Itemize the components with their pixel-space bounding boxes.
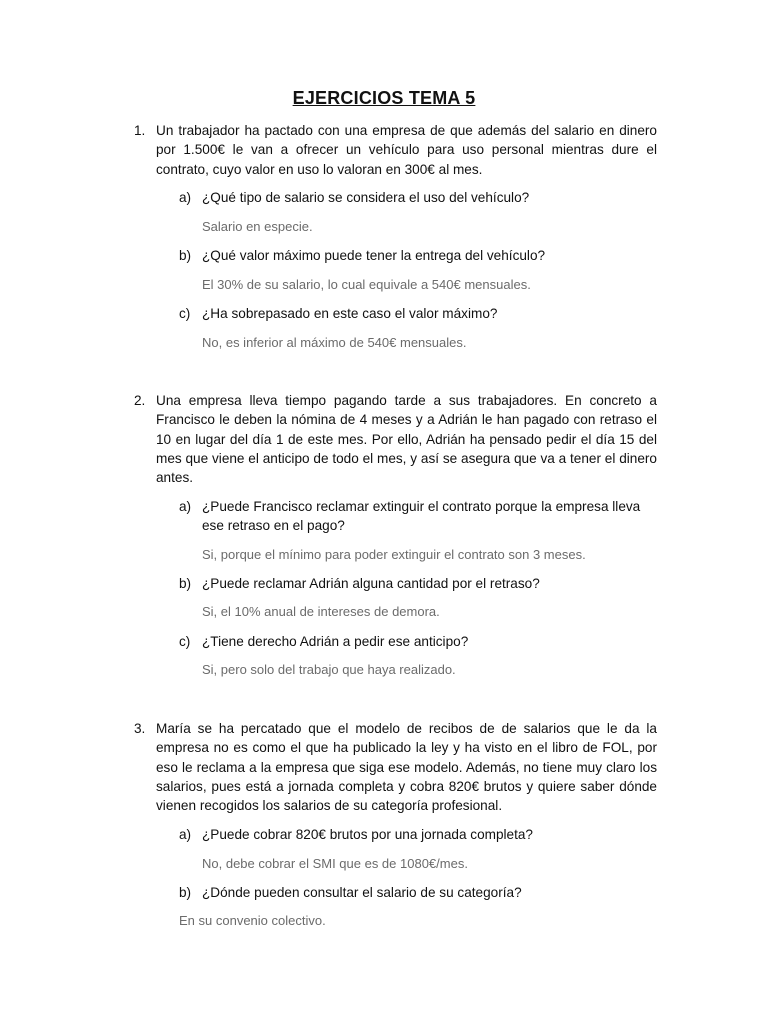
question-letter: c) [179, 634, 191, 649]
question-text: ¿Puede reclamar Adrián alguna cantidad por el retraso? [202, 576, 540, 591]
answer-text: No, es inferior al máximo de 540€ mensuales. [202, 335, 467, 350]
question-text: ¿Qué tipo de salario se considera el uso del vehículo? [202, 190, 530, 205]
question-letter: b) [179, 576, 192, 591]
exercise-number: 1. [134, 123, 146, 138]
question-letter: a) [179, 190, 192, 205]
answer-text: Si, el 10% anual de intereses de demora. [202, 604, 440, 619]
answer-text: Salario en especie. [202, 219, 313, 234]
question-text: ¿Tiene derecho Adrián a pedir ese anticipo? [202, 634, 469, 649]
exercise-statement: María se ha percatado que el modelo de recibos de de salarios que le da la empresa no es como el que ha publicado la ley y ha visto en el libro de FOL, por eso le reclama a la empresa que siga ese modelo. Además, no tiene muy claro los salarios, pues está a jornada completa y cobra 820€ brutos y quiere saber dónde vienen recogidos los salarios de su categoría profesional. [156, 721, 657, 814]
question-text: ¿Puede cobrar 820€ brutos por una jornada completa? [202, 827, 533, 842]
question-text: ¿Qué valor máximo puede tener la entrega del vehículo? [202, 248, 546, 263]
question-text: ¿Puede Francisco reclamar extinguir el contrato porque la empresa lleva ese retraso en el pago? [202, 499, 641, 534]
question-text: ¿Ha sobrepasado en este caso el valor máximo? [202, 306, 498, 321]
answer-text: El 30% de su salario, lo cual equivale a 540€ mensuales. [202, 277, 531, 292]
question-letter: b) [179, 885, 192, 900]
question-text: ¿Dónde pueden consultar el salario de su categoría? [202, 885, 522, 900]
exercise-number: 2. [134, 393, 146, 408]
question-letter: b) [179, 248, 192, 263]
document-title: EJERCICIOS TEMA 5 [292, 88, 476, 108]
question-letter: a) [179, 499, 192, 514]
answer-text: En su convenio colectivo. [179, 913, 326, 928]
answer-text: No, debe cobrar el SMI que es de 1080€/mes. [202, 856, 468, 871]
answer-text: Si, porque el mínimo para poder extinguir el contrato son 3 meses. [202, 547, 586, 562]
exercise-number: 3. [134, 721, 146, 736]
question-letter: a) [179, 827, 192, 842]
exercise-statement: Un trabajador ha pactado con una empresa de que además del salario en dinero por 1.500€ le van a ofrecer un vehículo para uso personal mientras dure el contrato, cuyo valor en uso lo valoran en 300€ al mes. [156, 123, 657, 177]
question-letter: c) [179, 306, 191, 321]
exercise-statement: Una empresa lleva tiempo pagando tarde a sus trabajadores. En concreto a Francisco le deben la nómina de 4 meses y a Adrián le han pagado con retraso el 10 en lugar del día 1 de este mes. Por ello, Adrián ha pensado pedir el día 15 del mes que viene el anticipo de todo el mes, y así se asegura que va a tener el dinero antes. [156, 393, 657, 486]
answer-text: Si, pero solo del trabajo que haya realizado. [202, 662, 456, 677]
